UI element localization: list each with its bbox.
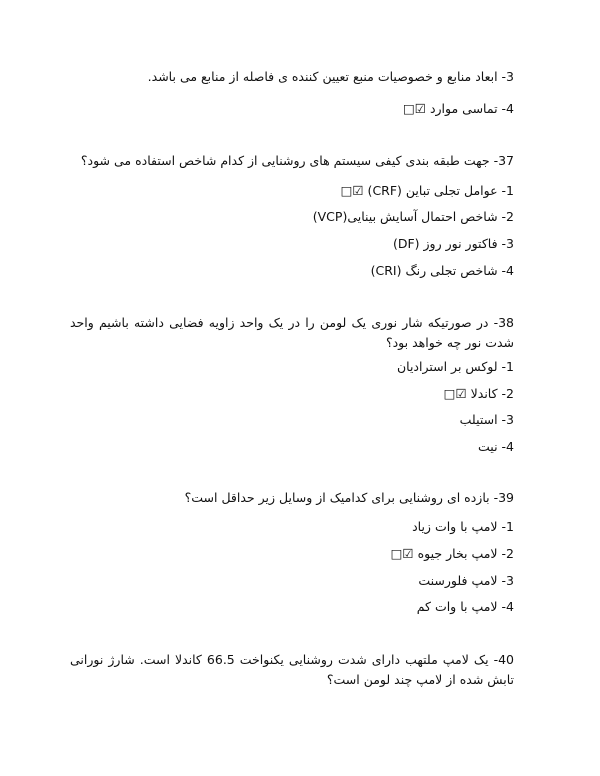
q37-option-4: 4- شاخص تجلی رنگ (CRI)	[370, 263, 514, 278]
q39-option-3: 3- لامپ فلورسنت	[418, 573, 514, 588]
q36-option-4: 4- تماسی موارد ☑□	[402, 101, 514, 116]
q39-option-1: 1- لامپ با وات زیاد	[412, 519, 514, 534]
q36-option-3: 3- ابعاد منابع و خصوصیات منبع تعیین کننده ی فاصله از منابع می باشد.	[147, 69, 514, 84]
q39-option-4: 4- لامپ با وات کم	[416, 599, 514, 614]
q37-question: 37- جهت طبقه بندی کیفی سیستم های روشنایی از کدام شاخص استفاده می شود؟	[80, 153, 514, 168]
q37-option-3: 3- فاکتور نور روز (DF)	[392, 236, 514, 251]
q37-option-1: 1- عوامل تجلی تباین (CRF) ☑□	[340, 183, 514, 198]
q39-option-2: 2- لامپ بخار جیوه ☑□	[390, 546, 514, 561]
q38-option-2: 2- کاندلا ☑□	[443, 386, 514, 401]
q37-option-2: 2- شاخص احتمال آسایش بینایی(VCP)	[312, 209, 514, 224]
q38-option-1: 1- لوکس بر استرادیان	[396, 359, 514, 374]
q39-question: 39- بازده ای روشنایی برای کدامیک از وسایل زیر حداقل است؟	[184, 490, 514, 505]
q38-question: 38- در صورتیکه شار نوری یک لومن را در یک واحد زاویه فضایی داشته باشیم واحد شدت نور چه خواهد بود؟	[70, 315, 514, 350]
q38-option-3: 3- استیلب	[459, 412, 514, 427]
q40-question: 40- یک لامپ ملتهب دارای شدت روشنایی یکنواخت 66.5 کاندلا است. شارژ نورانی تابش شده از لامپ چند لومن است؟	[70, 652, 515, 687]
q38-option-4: 4- نیت	[478, 439, 514, 454]
